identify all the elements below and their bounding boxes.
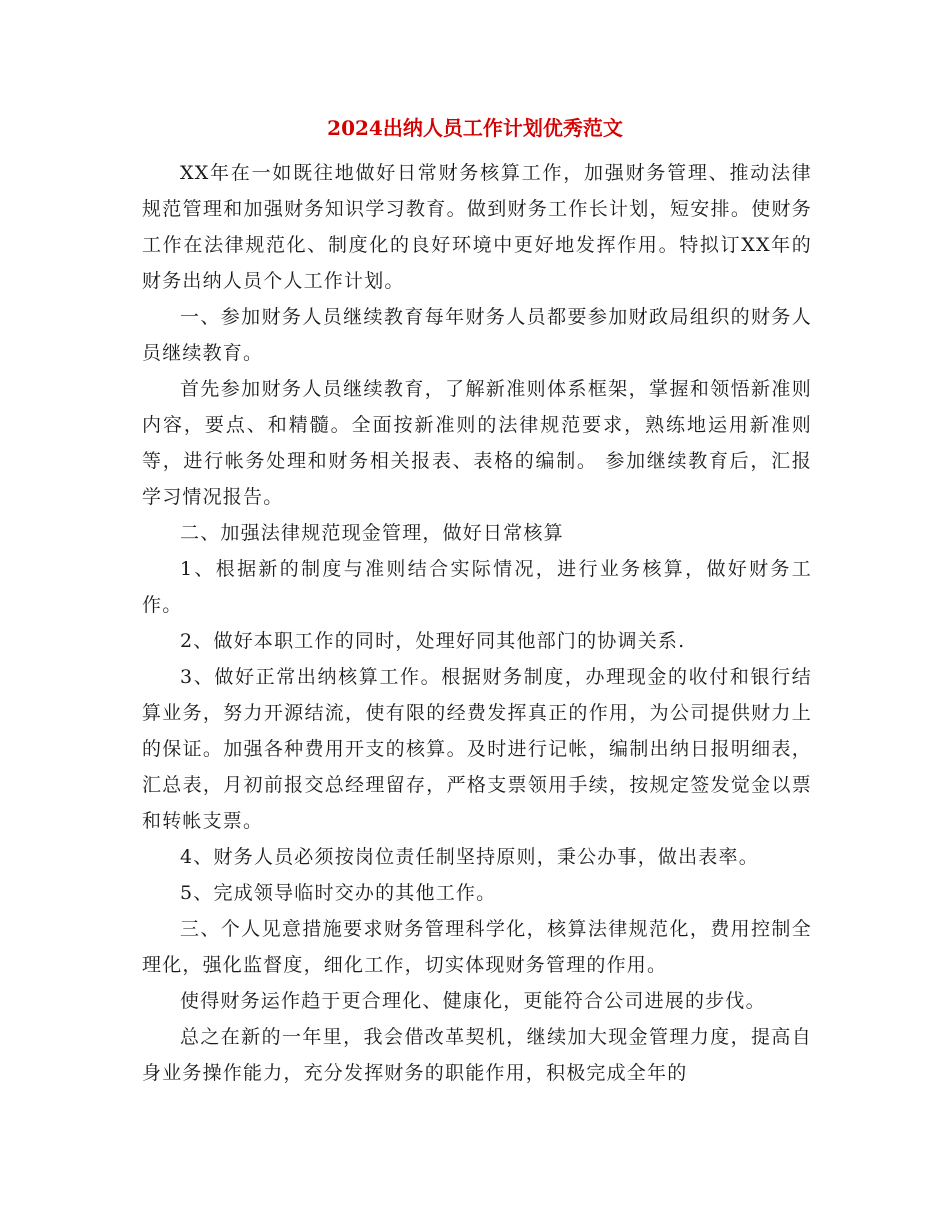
document-body bbox=[142, 155, 812, 1091]
paragraph-item-4: 4、财务人员必须按岗位责任制坚持原则，秉公办事，做出表率。 bbox=[180, 846, 759, 868]
paragraph-item-1: 1、根据新的制度与准则结合实际情况，进行业务核算，做好财务工作。 bbox=[142, 558, 812, 616]
paragraph-section-3-heading: 三、个人见意措施要求财务管理科学化，核算法律规范化，费用控制全理化，强化监督度，细化工作，切实体现财务管理的作用。 bbox=[142, 918, 812, 976]
paragraph-section-1-detail: 首先参加财务人员继续教育，了解新准则体系框架，掌握和领悟新准则内容，要点、和精髓。全面按新准则的法律规范要求，熟练地运用新准则等，进行帐务处理和财务相关报表、表格的编制。 参加继续教育后，汇报学习情况报告。 bbox=[142, 378, 812, 508]
paragraph-item-5: 5、完成领导临时交办的其他工作。 bbox=[180, 882, 497, 904]
paragraph-intro: XX年在一如既往地做好日常财务核算工作，加强财务管理、推动法律规范管理和加强财务知识学习教育。做到财务工作长计划，短安排。使财务工作在法律规范化、制度化的良好环境中更好地发挥作用。特拟订XX年的财务出纳人员个人工作计划。 bbox=[142, 162, 812, 292]
paragraph-item-3: 3、做好正常出纳核算工作。根据财务制度，办理现金的收付和银行结算业务，努力开源结流，使有限的经费发挥真正的作用，为公司提供财力上的保证。加强各种费用开支的核算。及时进行记帐，编制出纳日报明细表，汇总表，月初前报交总经理留存，严格支票领用手续，按规定签发觉金以票和转帐支票。 bbox=[142, 666, 812, 832]
paragraph-section-1-heading: 一、参加财务人员继续教育每年财务人员都要参加财政局组织的财务人员继续教育。 bbox=[142, 306, 812, 364]
paragraph-section-2-heading: 二、加强法律规范现金管理，做好日常核算 bbox=[180, 522, 564, 544]
paragraph-item-2: 2、做好本职工作的同时，处理好同其他部门的协调关系. bbox=[180, 630, 686, 652]
document-title: 2024出纳人员工作计划优秀范文 bbox=[327, 116, 623, 140]
paragraph-conclusion: 总之在新的一年里，我会借改革契机，继续加大现金管理力度，提高自身业务操作能力，充分发挥财务的职能作用，积极完成全年的 bbox=[142, 1026, 812, 1084]
paragraph-section-3-detail: 使得财务运作趋于更合理化、健康化，更能符合公司进展的步伐。 bbox=[180, 990, 766, 1012]
